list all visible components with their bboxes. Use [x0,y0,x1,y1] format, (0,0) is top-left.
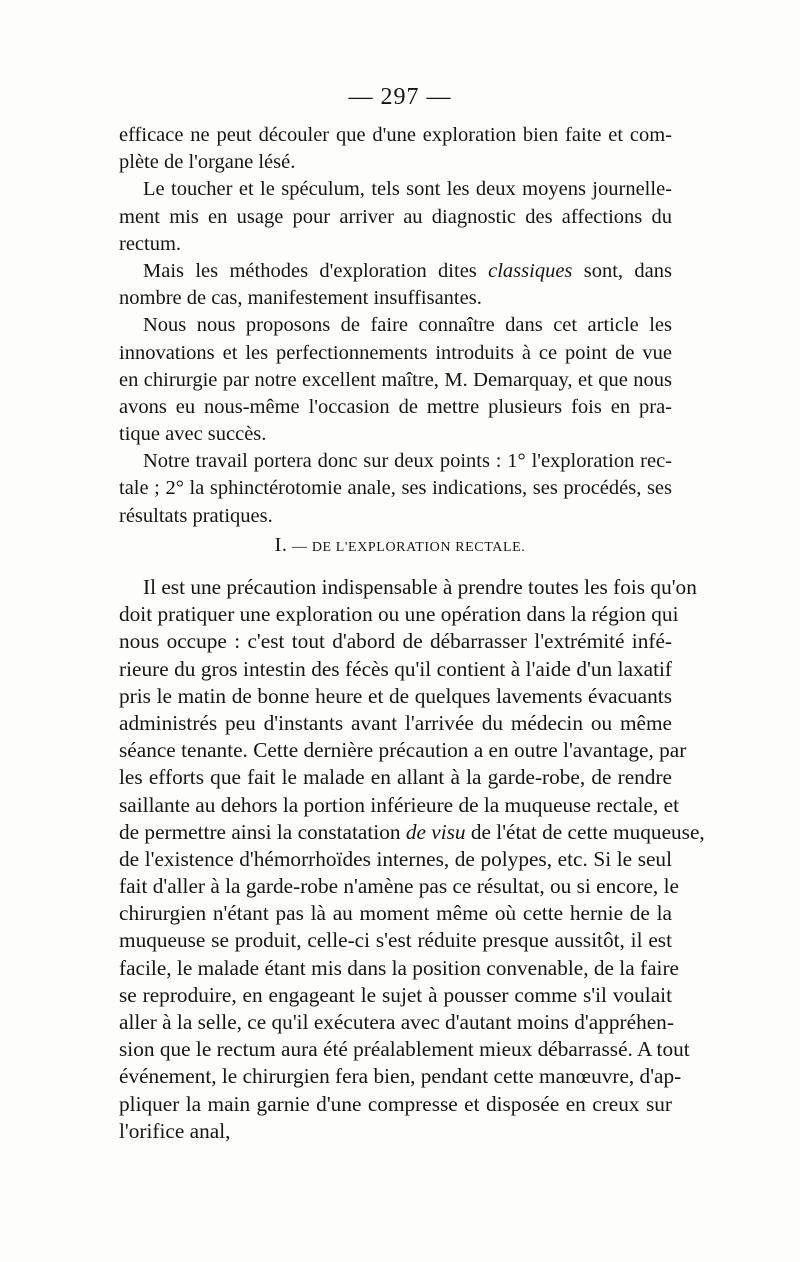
text-line: Il est une précaution indispensable à prendre toutes les fois qu'on [143,575,697,599]
page-number: — 297 — [348,84,452,110]
text-line: saillante au dehors la portion inférieure de la muqueuse rectale, et [119,792,679,817]
text-line: plète de l'organe lésé. [119,151,296,174]
text-line: innovations et les perfectionnements introduits à ce point de vue [119,341,672,364]
text-line: séance tenante. Cette dernière précaution a en outre l'avantage, par [119,738,687,763]
text-line: doit pratiquer une exploration ou une opération dans la région qui [119,602,679,627]
text-line: muqueuse se produit, celle-ci s'est réduite presque aussitôt, il est [119,928,672,953]
text-line: en chirurgie par notre excellent maître, M. Demarquay, et que nous [119,368,672,391]
text-line: aller à la selle, ce qu'il exécutera avec d'autant moins d'appréhen- [119,1010,674,1034]
text-line: sion que le rectum aura été préalablement mieux débarrassé. A tout [119,1037,690,1062]
section-number: I. [274,534,288,556]
text-line: les efforts que fait le malade en allant à la garde-robe, de rendre [119,765,672,790]
section-heading [0,534,800,557]
text-line: de permettre ainsi la constatation de visu de l'état de cette muqueuse, [119,819,705,844]
text-line: Notre travail portera donc sur deux points : 1° l'exploration rec- [143,450,672,473]
text-line: de l'existence d'hémorrhoïdes internes, de polypes, etc. Si le seul [119,846,672,871]
text-line: fait d'aller à la garde-robe n'amène pas ce résultat, ou si encore, le [119,874,679,899]
intro-paragraphs [119,122,672,530]
text-line: administrés peu d'instants avant l'arrivée du médecin ou même [119,710,672,735]
text-line: nombre de cas, manifestement insuffisantes. [119,287,482,310]
text-line: tale ; 2° la sphinctérotomie anale, ses indications, ses procédés, ses [119,477,672,500]
text-line: avons eu nous-même l'occasion de mettre plusieurs fois en pra- [119,395,672,418]
body-paragraph [119,574,705,1145]
text-line: événement, le chirurgien fera bien, pendant cette manœuvre, d'ap- [119,1064,682,1089]
text-line: l'orifice anal, [119,1118,231,1143]
text-line: tique avec succès. [119,423,267,446]
text-line: pris le matin de bonne heure et de quelques lavements évacuants [119,683,672,708]
text-line: Mais les méthodes d'exploration dites classiques sont, dans [143,259,672,282]
text-line: pliquer la main garnie d'une compresse et disposée en creux sur [119,1091,672,1116]
text-line: Nous nous proposons de faire connaître dans cet article les [143,314,672,337]
text-line: résultats pratiques. [119,504,273,527]
text-line: facile, le malade étant mis dans la position convenable, de la faire [119,955,679,980]
section-dash: — [291,539,308,555]
text-line: rieure du gros intestin des fécès qu'il contient à l'aide d'un laxatif [119,656,672,681]
text-line: rectum. [119,232,182,255]
text-line: Le toucher et le spéculum, tels sont les deux moyens journelle- [143,178,672,201]
text-line: se reproduire, en engageant le sujet à pousser comme s'il voulait [119,982,672,1007]
section-title: DE L'EXPLORATION RECTALE. [311,540,526,555]
text-line: ment mis en usage pour arriver au diagnostic des affections du [119,205,672,228]
text-line: nous occupe : c'est tout d'abord de débarrasser l'extrémité infé- [119,629,672,654]
text-line: efficace ne peut découler que d'une exploration bien faite et com- [119,124,672,146]
text-line: chirurgien n'étant pas là au moment même où cette hernie de la [119,901,672,926]
